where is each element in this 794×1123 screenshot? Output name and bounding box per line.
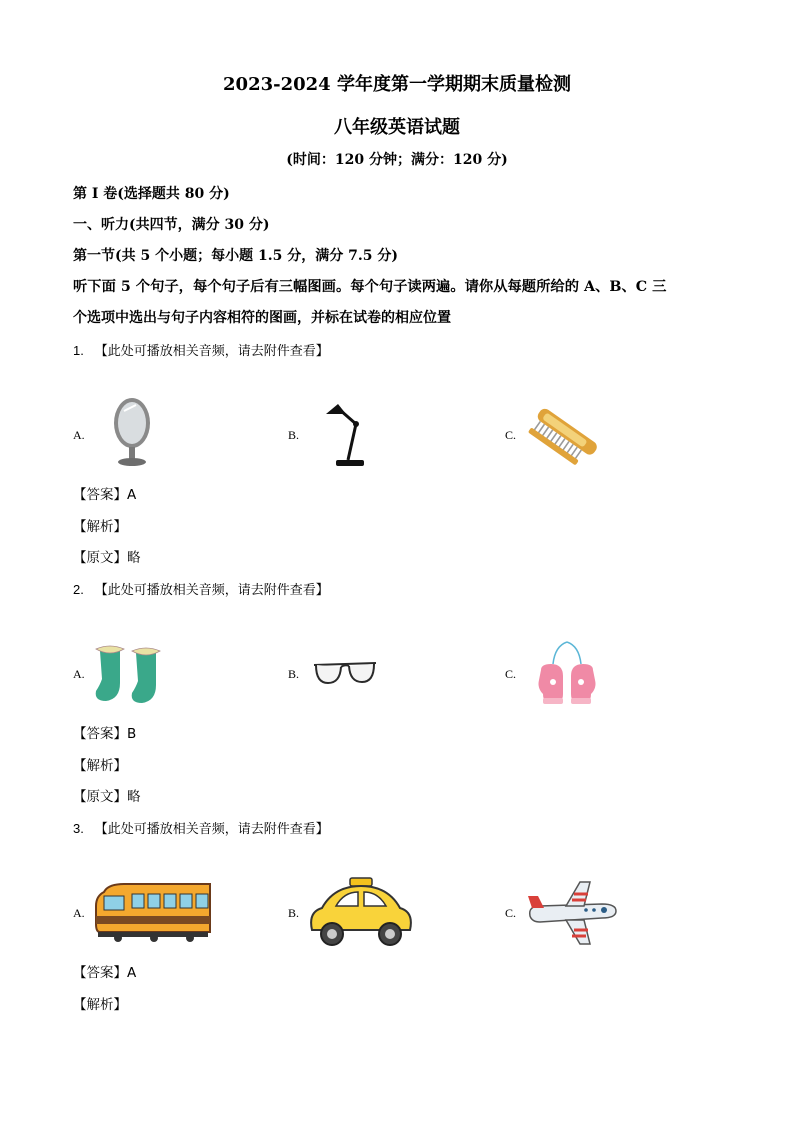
answer-value: A xyxy=(127,965,137,981)
section-heading: 一、听力(共四节，满分 30 分) xyxy=(73,217,270,233)
airplane-icon xyxy=(524,878,620,948)
original-label: 【原文】 xyxy=(73,550,127,566)
original-line xyxy=(73,785,141,805)
mirror-icon xyxy=(102,395,162,470)
original-line xyxy=(73,546,141,566)
answer-line xyxy=(73,961,136,981)
exam-meta: (时间：120 分钟；满分：120 分) xyxy=(286,152,508,168)
analysis-label: 【解析】 xyxy=(73,758,127,774)
analysis-label: 【解析】 xyxy=(73,997,127,1013)
answer-value: A xyxy=(127,487,137,503)
answer-label: 【答案】 xyxy=(73,726,127,742)
option-b-label: B. xyxy=(288,667,300,681)
instructions-line-1: 听下面 5 个句子，每个句子后有三幅图画。每个句子读两遍。请你从每题所给的 A、B、C 三 xyxy=(73,279,667,295)
answer-line xyxy=(73,483,136,503)
original-label: 【原文】 xyxy=(73,789,127,805)
original-value: 略 xyxy=(127,550,141,566)
taxi-icon xyxy=(306,876,416,950)
option-c-label: C. xyxy=(505,906,517,920)
glasses-icon xyxy=(310,655,382,691)
audio-prompt: 【此处可播放相关音频，请去附件查看】 xyxy=(94,343,329,358)
option-b-label: B. xyxy=(288,906,300,920)
exam-title: 2023-2024 学年度第一学期期末质量检测 xyxy=(223,74,571,95)
question-1 xyxy=(73,340,329,359)
answer-line xyxy=(73,722,136,742)
mittens-icon xyxy=(535,640,600,708)
subsection-heading: 第一节(共 5 个小题；每小题 1.5 分，满分 7.5 分) xyxy=(73,248,398,264)
question-2 xyxy=(73,579,329,598)
answer-label: 【答案】 xyxy=(73,487,127,503)
option-a-label: A. xyxy=(73,906,85,920)
option-a-label: A. xyxy=(73,428,85,442)
audio-prompt: 【此处可播放相关音频，请去附件查看】 xyxy=(94,821,329,836)
option-b-label: B. xyxy=(288,428,300,442)
train-icon xyxy=(94,880,212,942)
desk-lamp-icon xyxy=(322,402,372,470)
question-number: 2. xyxy=(73,582,84,597)
instructions-line-2: 个选项中选出与句子内容相符的图画，并标在试卷的相应位置 xyxy=(73,310,451,326)
comb-icon xyxy=(525,400,605,470)
question-3 xyxy=(73,818,329,837)
original-value: 略 xyxy=(127,789,141,805)
question-number: 3. xyxy=(73,821,84,836)
answer-value: B xyxy=(127,726,137,742)
socks-icon xyxy=(90,643,170,708)
answer-label: 【答案】 xyxy=(73,965,127,981)
part-heading: 第 Ⅰ 卷(选择题共 80 分) xyxy=(73,186,230,202)
audio-prompt: 【此处可播放相关音频，请去附件查看】 xyxy=(94,582,329,597)
analysis-label: 【解析】 xyxy=(73,519,127,535)
option-c-label: C. xyxy=(505,428,517,442)
exam-subtitle: 八年级英语试题 xyxy=(334,117,460,138)
question-number: 1. xyxy=(73,343,84,358)
option-c-label: C. xyxy=(505,667,517,681)
option-a-label: A. xyxy=(73,667,85,681)
